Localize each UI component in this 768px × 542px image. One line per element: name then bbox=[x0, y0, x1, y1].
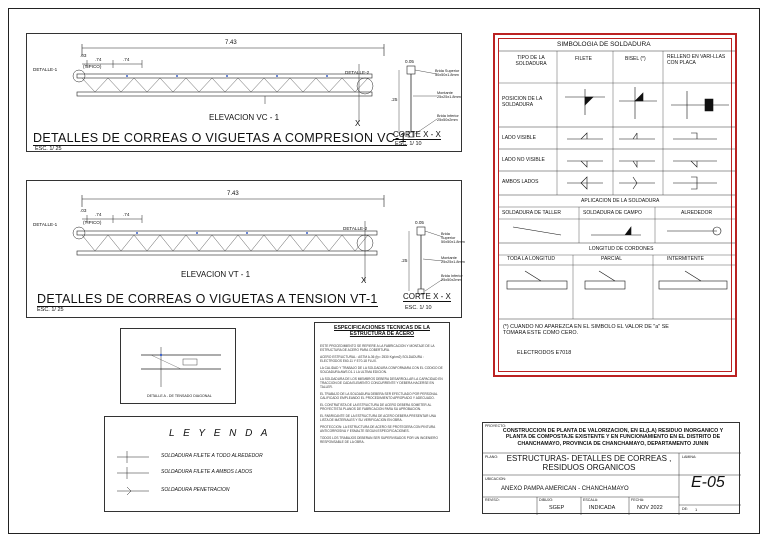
tb-project-label: PROYECTO: bbox=[485, 424, 507, 428]
vt1-scale: ESC. 1/ 25 bbox=[37, 307, 64, 313]
vt1-detail2: DETALLE-2 bbox=[343, 226, 368, 231]
tb-scale: INDICADA bbox=[589, 505, 616, 511]
tb-drawn: SGEP bbox=[549, 505, 565, 511]
specs-paragraph-5: EL TRABAJO DE LA SOLDADURA DEBERA SER EFECTUADO POR PERSONAL CALIFICADO EMPLEANDO EL PROCEDIMIENTO APROPIADO Y ADECUADO. bbox=[320, 391, 438, 400]
vt1-dim-total: 7.43 bbox=[227, 191, 239, 197]
sym-len-title: LONGITUD DE CORDONES bbox=[589, 246, 654, 252]
vt1-section-top: 0.05 bbox=[415, 220, 424, 225]
vt1-dim-c: .74 bbox=[123, 212, 130, 217]
tb-plan: ESTRUCTURAS- DETALLES DE CORREAS , RESIDUOS ORGANICOS bbox=[506, 454, 672, 472]
tb-reviewed-label: REVISO: bbox=[485, 498, 500, 502]
legend-title: L E Y E N D A bbox=[169, 428, 271, 439]
specs-paragraph-9: TODOS LOS TRABAJOS DEBERAN SER SUPERVISADOS POR UN INGENIERO RESPONSABLE DE LA OBRA. bbox=[320, 435, 438, 444]
specs-paragraph-7: EL FABRICANTE DE LA ESTRUCTURA DE ACERO DEBERA PRESENTAR UNA LISTA DE MATERIALES Y SU VERIFICACION EN OBRA. bbox=[320, 413, 436, 422]
vc1-dim-total: 7.43 bbox=[225, 40, 237, 46]
specs-paragraph-1: ESTE PROCEDIMIENTO SE REFIERE A LA FABRICACION Y MONTAJE DE LA ESTRUCTURA DE ACERO PARA COBERTURA. bbox=[320, 343, 435, 352]
sym-row-ambos: AMBOS LADOS bbox=[502, 179, 539, 185]
tb-location: ANEXO PAMPA AMERICAN - CHANCHAMAYO bbox=[501, 486, 629, 492]
tb-sheet: E-05 bbox=[691, 474, 725, 491]
vt1-note-2: Montante 25x25x1.8mm bbox=[441, 256, 465, 264]
panel-legend bbox=[104, 416, 298, 512]
vc1-section-title: CORTE X - X bbox=[393, 130, 441, 139]
sym-row-visible: LADO VISIBLE bbox=[502, 135, 536, 141]
vc1-dim-b: .74 bbox=[95, 57, 102, 62]
legend-item-3: SOLDADURA PENETRACION bbox=[161, 487, 230, 493]
sym-row-pos: POSICION DE LA SOLDADURA bbox=[502, 96, 543, 108]
tb-drawn-label: DIBUJO: bbox=[539, 498, 554, 502]
vc1-note-3: Brida Inferior 25x50x2mm bbox=[437, 114, 459, 122]
vc1-detail1: DETALLE-1 bbox=[33, 67, 58, 72]
specs-paragraph-6: EL CONTRATISTA DE LA ESTRUCTURA DE ACERO DEBERA SOMETER AL PROYECTISTA PLANOS DE FABRICACION PARA SU APROBACION. bbox=[320, 402, 432, 411]
vt1-x-mark: X bbox=[361, 276, 367, 285]
specs-paragraph-2: ACERO ESTRUCTURAL : ASTM A-36 (fy= 2530 Kg/cm2) SOLDADURA : ELECTRODOS E60-11 Y E70-18 FLUX. bbox=[320, 354, 424, 363]
tb-de: 1 bbox=[695, 507, 698, 512]
sym-col-bisel: BISEL (*) bbox=[625, 56, 646, 62]
sym-col-relleno: RELLENO EN VARI-LLAS CON PLACA bbox=[667, 54, 726, 66]
sym-len-intermitente: INTERMITENTE bbox=[667, 256, 704, 262]
vt1-note-1: Brida Superior 50x50x1.8mm bbox=[441, 232, 465, 244]
vt1-section-title: CORTE X - X bbox=[403, 292, 451, 301]
sym-title: SIMBOLOGIA DE SOLDADURA bbox=[557, 41, 651, 48]
tb-location-label: UBICACION: bbox=[485, 477, 506, 481]
vc1-dim-c: .74 bbox=[123, 57, 130, 62]
sym-col-type: TIPO DE LA SOLDADURA bbox=[515, 55, 547, 67]
sym-len-parcial: PARCIAL bbox=[601, 256, 623, 262]
specs-paragraph-4: LA SOLDADURA DE LOS MIEMBROS DEBERA DESARROLLAR LA CAPACIDAD EN TRACCION DE CADA ELEMENTO CONCURRENTE Y DEBERA HACERSE EN TALLER. bbox=[320, 376, 443, 389]
panel-vc1 bbox=[26, 33, 462, 152]
vc1-note-1: Brida Superior 50x50x1.8mm bbox=[435, 69, 460, 77]
vc1-note-2: Montante 25x25x1.8mm bbox=[437, 91, 461, 99]
vc1-scale: ESC. 1/ 25 bbox=[35, 146, 62, 152]
specs-paragraph-8: PROTECCION: LA ESTRUCTURA DE ACERO SE PROTEGERA CON PINTURA ANTICORROSIVA Y ESMALTE SEGUN ESPECIFICACIONES. bbox=[320, 424, 436, 433]
vt1-label: ELEVACION VT - 1 bbox=[181, 270, 251, 279]
sym-app-taller: SOLDADURA DE TALLER bbox=[502, 210, 562, 216]
panel-vt1 bbox=[26, 180, 465, 318]
tb-project: CONSTRUCCION DE PLANTA DE VALORIZACION, EN EL(LA) RESIDUO INORGANICO Y PLANTA DE COMPOSTAJE EXISTENTE Y EN FUNCIONAMIENTO EN EL DISTRITO DE CHANCHAMAYO, PROVINCIA DE CHANCHAMAYO, DEPARTAMENTO JUNIN bbox=[502, 428, 724, 447]
vc1-label: ELEVACION VC - 1 bbox=[209, 113, 280, 122]
vt1-detail1: DETALLE-1 bbox=[33, 222, 58, 227]
sym-len-total: TODA LA LONGITUD bbox=[507, 256, 555, 262]
vc1-section-top: 0.05 bbox=[405, 59, 414, 64]
vc1-x-mark: X bbox=[355, 119, 361, 128]
title-block bbox=[482, 422, 740, 514]
panel-weld-symbology bbox=[493, 33, 737, 377]
sym-row-novisible: LADO NO VISIBLE bbox=[502, 157, 545, 163]
legend-item-2: SOLDADURA FILETE A AMBOS LADOS bbox=[161, 469, 253, 475]
sym-electrodes: ELECTRODOS E7018 bbox=[517, 350, 572, 356]
vt1-title: DETALLES DE CORREAS O VIGUETAS A TENSION VT-1 bbox=[37, 292, 378, 306]
vc1-dim-a: .03 bbox=[80, 53, 87, 58]
sym-app-title: APLICACION DE LA SOLDADURA bbox=[581, 198, 660, 204]
vt1-section-scale: ESC. 1/ 10 bbox=[405, 305, 432, 311]
tb-de-label: DE: bbox=[682, 507, 688, 511]
tb-sheet-label: LAMINA: bbox=[682, 455, 697, 459]
panel-specifications bbox=[314, 322, 450, 512]
legend-symbols bbox=[105, 417, 299, 513]
vt1-typical: (TIPICO) bbox=[83, 220, 102, 225]
tb-date: NOV 2022 bbox=[637, 505, 663, 511]
vt1-note-3: Brida Inferior 25x50x2mm bbox=[441, 274, 463, 282]
vc1-section-side: .25 bbox=[391, 97, 398, 102]
tb-date-label: FECHA: bbox=[631, 498, 645, 502]
detail-a-caption: DETALLE A - DE TENSADO DIAGONAL bbox=[147, 394, 212, 398]
sym-col-filete: FILETE bbox=[575, 56, 592, 62]
vt1-dim-a: .03 bbox=[80, 208, 87, 213]
sym-app-campo: SOLDADURA DE CAMPO bbox=[583, 210, 642, 216]
tb-plan-label: PLANO: bbox=[485, 455, 499, 459]
vc1-detail2: DETALLE-2 bbox=[345, 70, 370, 75]
vc1-title: DETALLES DE CORREAS O VIGUETAS A COMPRESION VC-1 bbox=[33, 131, 407, 145]
vc1-typical: (TIPICO) bbox=[83, 64, 102, 69]
specs-title: ESPECIFICACIONES TECNICAS DE LA ESTRUCTURA DE ACERO bbox=[334, 325, 430, 337]
specs-paragraph-3: LA CALIDAD Y TRABAJO DE LA SOLDADURA CONFORMARA CON EL CODIGO DE SOLDADURA AWS D1.1 LA ULTIMA EDICION. bbox=[320, 365, 443, 374]
panel-detail-a bbox=[120, 328, 236, 404]
vt1-section-side: .25 bbox=[401, 258, 408, 263]
vc1-section-scale: ESC. 1/ 10 bbox=[395, 141, 422, 147]
tb-scale-label: ESCALA: bbox=[583, 498, 599, 502]
sym-app-alrededor: ALREDEDOR bbox=[681, 210, 713, 216]
sym-note: (*) CUANDO NO APAREZCA EN EL SIMBOLO EL VALOR DE "a" SE TOMARA ESTE COMO CERO. bbox=[503, 324, 669, 336]
legend-item-1: SOLDADURA FILETE A TODO ALREDEDOR bbox=[161, 453, 263, 459]
vt1-dim-b: .74 bbox=[95, 212, 102, 217]
